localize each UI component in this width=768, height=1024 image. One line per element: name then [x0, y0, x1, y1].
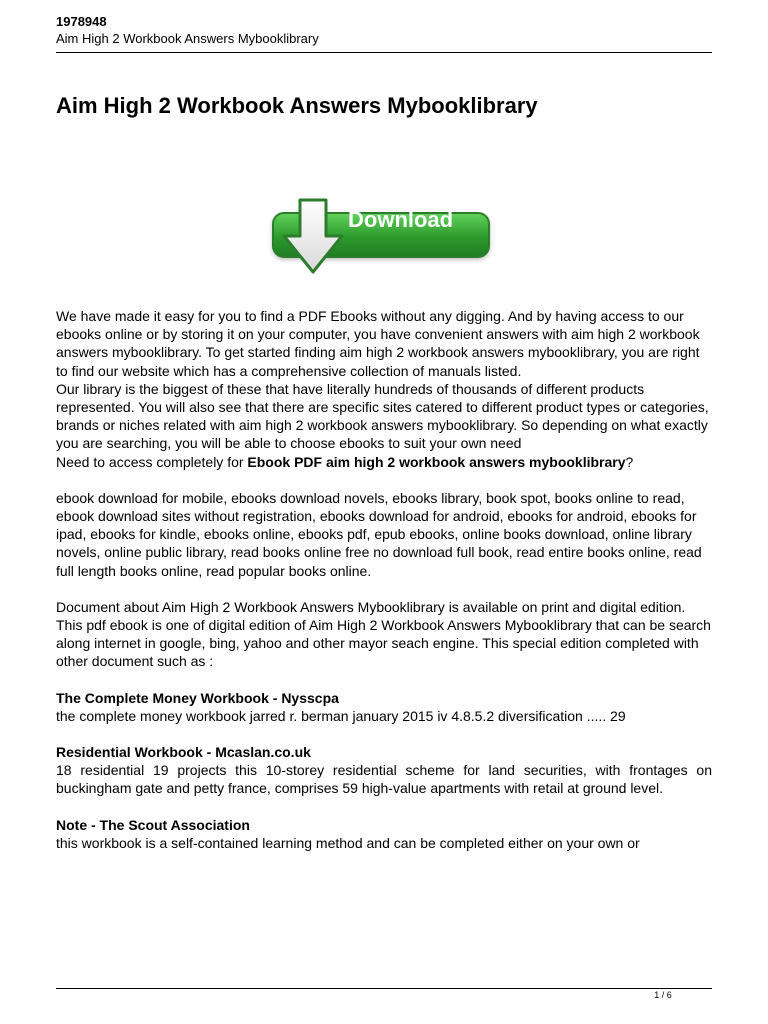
intro-bold-title: Ebook PDF aim high 2 workbook answers mybooklibrary: [247, 453, 626, 470]
section-title-scout-association: Note - The Scout Association: [56, 816, 250, 833]
footer-divider: [56, 988, 712, 989]
header-divider: [56, 52, 712, 53]
section-text-money-workbook: the complete money workbook jarred r. berman january 2015 iv 4.8.5.2 diversification ..... 29: [56, 707, 626, 724]
section-text-scout-association: this workbook is a self-contained learning method and can be completed either on your own or: [56, 834, 640, 851]
section-title-money-workbook: The Complete Money Workbook - Nysscpa: [56, 689, 339, 706]
page-number: 1 / 6: [654, 990, 672, 1000]
page-title: Aim High 2 Workbook Answers Mybooklibrary: [56, 93, 538, 118]
download-button[interactable]: [272, 198, 494, 274]
intro-paragraph-3: [56, 453, 712, 471]
page-header: [56, 13, 712, 47]
intro-prefix: Need to access completely for: [56, 453, 248, 470]
section-text-residential-workbook: 18 residential 19 projects this 10-storey residential scheme for land securities, with frontages on buckingham gate and petty france, comprises 59 high-value apartments with retail at ground level.: [56, 762, 712, 797]
intro-paragraph-1: We have made it easy for you to find a PDF Ebooks without any digging. And by having access to our ebooks online or by storing it on your computer, you have convenient answers with aim high 2 workbook answers mybooklibrary. To get started finding aim high 2 workbook answers mybooklibrary, you are right to find our website which has a comprehensive collection of manuals listed.: [56, 308, 700, 379]
intro-paragraph-2: Our library is the biggest of these that have literally hundreds of thousands of different products represented. You will also see that there are specific sites catered to different product types or categories, brands or niches related with aim high 2 workbook answers mybooklibrary. So depending on what exactly you are searching, you will be able to choose ebooks to suit your own need: [56, 380, 709, 452]
document-about-paragraph: Document about Aim High 2 Workbook Answers Mybooklibrary is available on print and digital edition. This pdf ebook is one of digital edition of Aim High 2 Workbook Answers Mybooklibrary that can be search along internet in google, bing, yahoo and other mayor seach engine. This special edition completed with other document such as :: [56, 598, 711, 670]
download-button-label[interactable]: Download: [348, 207, 454, 232]
header-subtitle: Aim High 2 Workbook Answers Mybooklibrary: [56, 31, 319, 46]
download-arrow-icon: [280, 198, 346, 274]
document-id: 1978948: [56, 14, 107, 29]
intro-suffix: ?: [625, 453, 634, 470]
document-body: [56, 307, 712, 852]
keywords-paragraph: ebook download for mobile, ebooks download novels, ebooks library, book spot, books online to read, ebook download sites without registration, ebooks download for android, ebooks for android, ebooks for ipad, ebooks for kindle, ebooks online, ebooks pdf, epub ebooks, online books download, online library novels, online public library, read books online free no download full book, read entire books online, read full length books online, read popular books online.: [56, 489, 702, 579]
section-title-residential-workbook: Residential Workbook - Mcaslan.co.uk: [56, 744, 311, 761]
